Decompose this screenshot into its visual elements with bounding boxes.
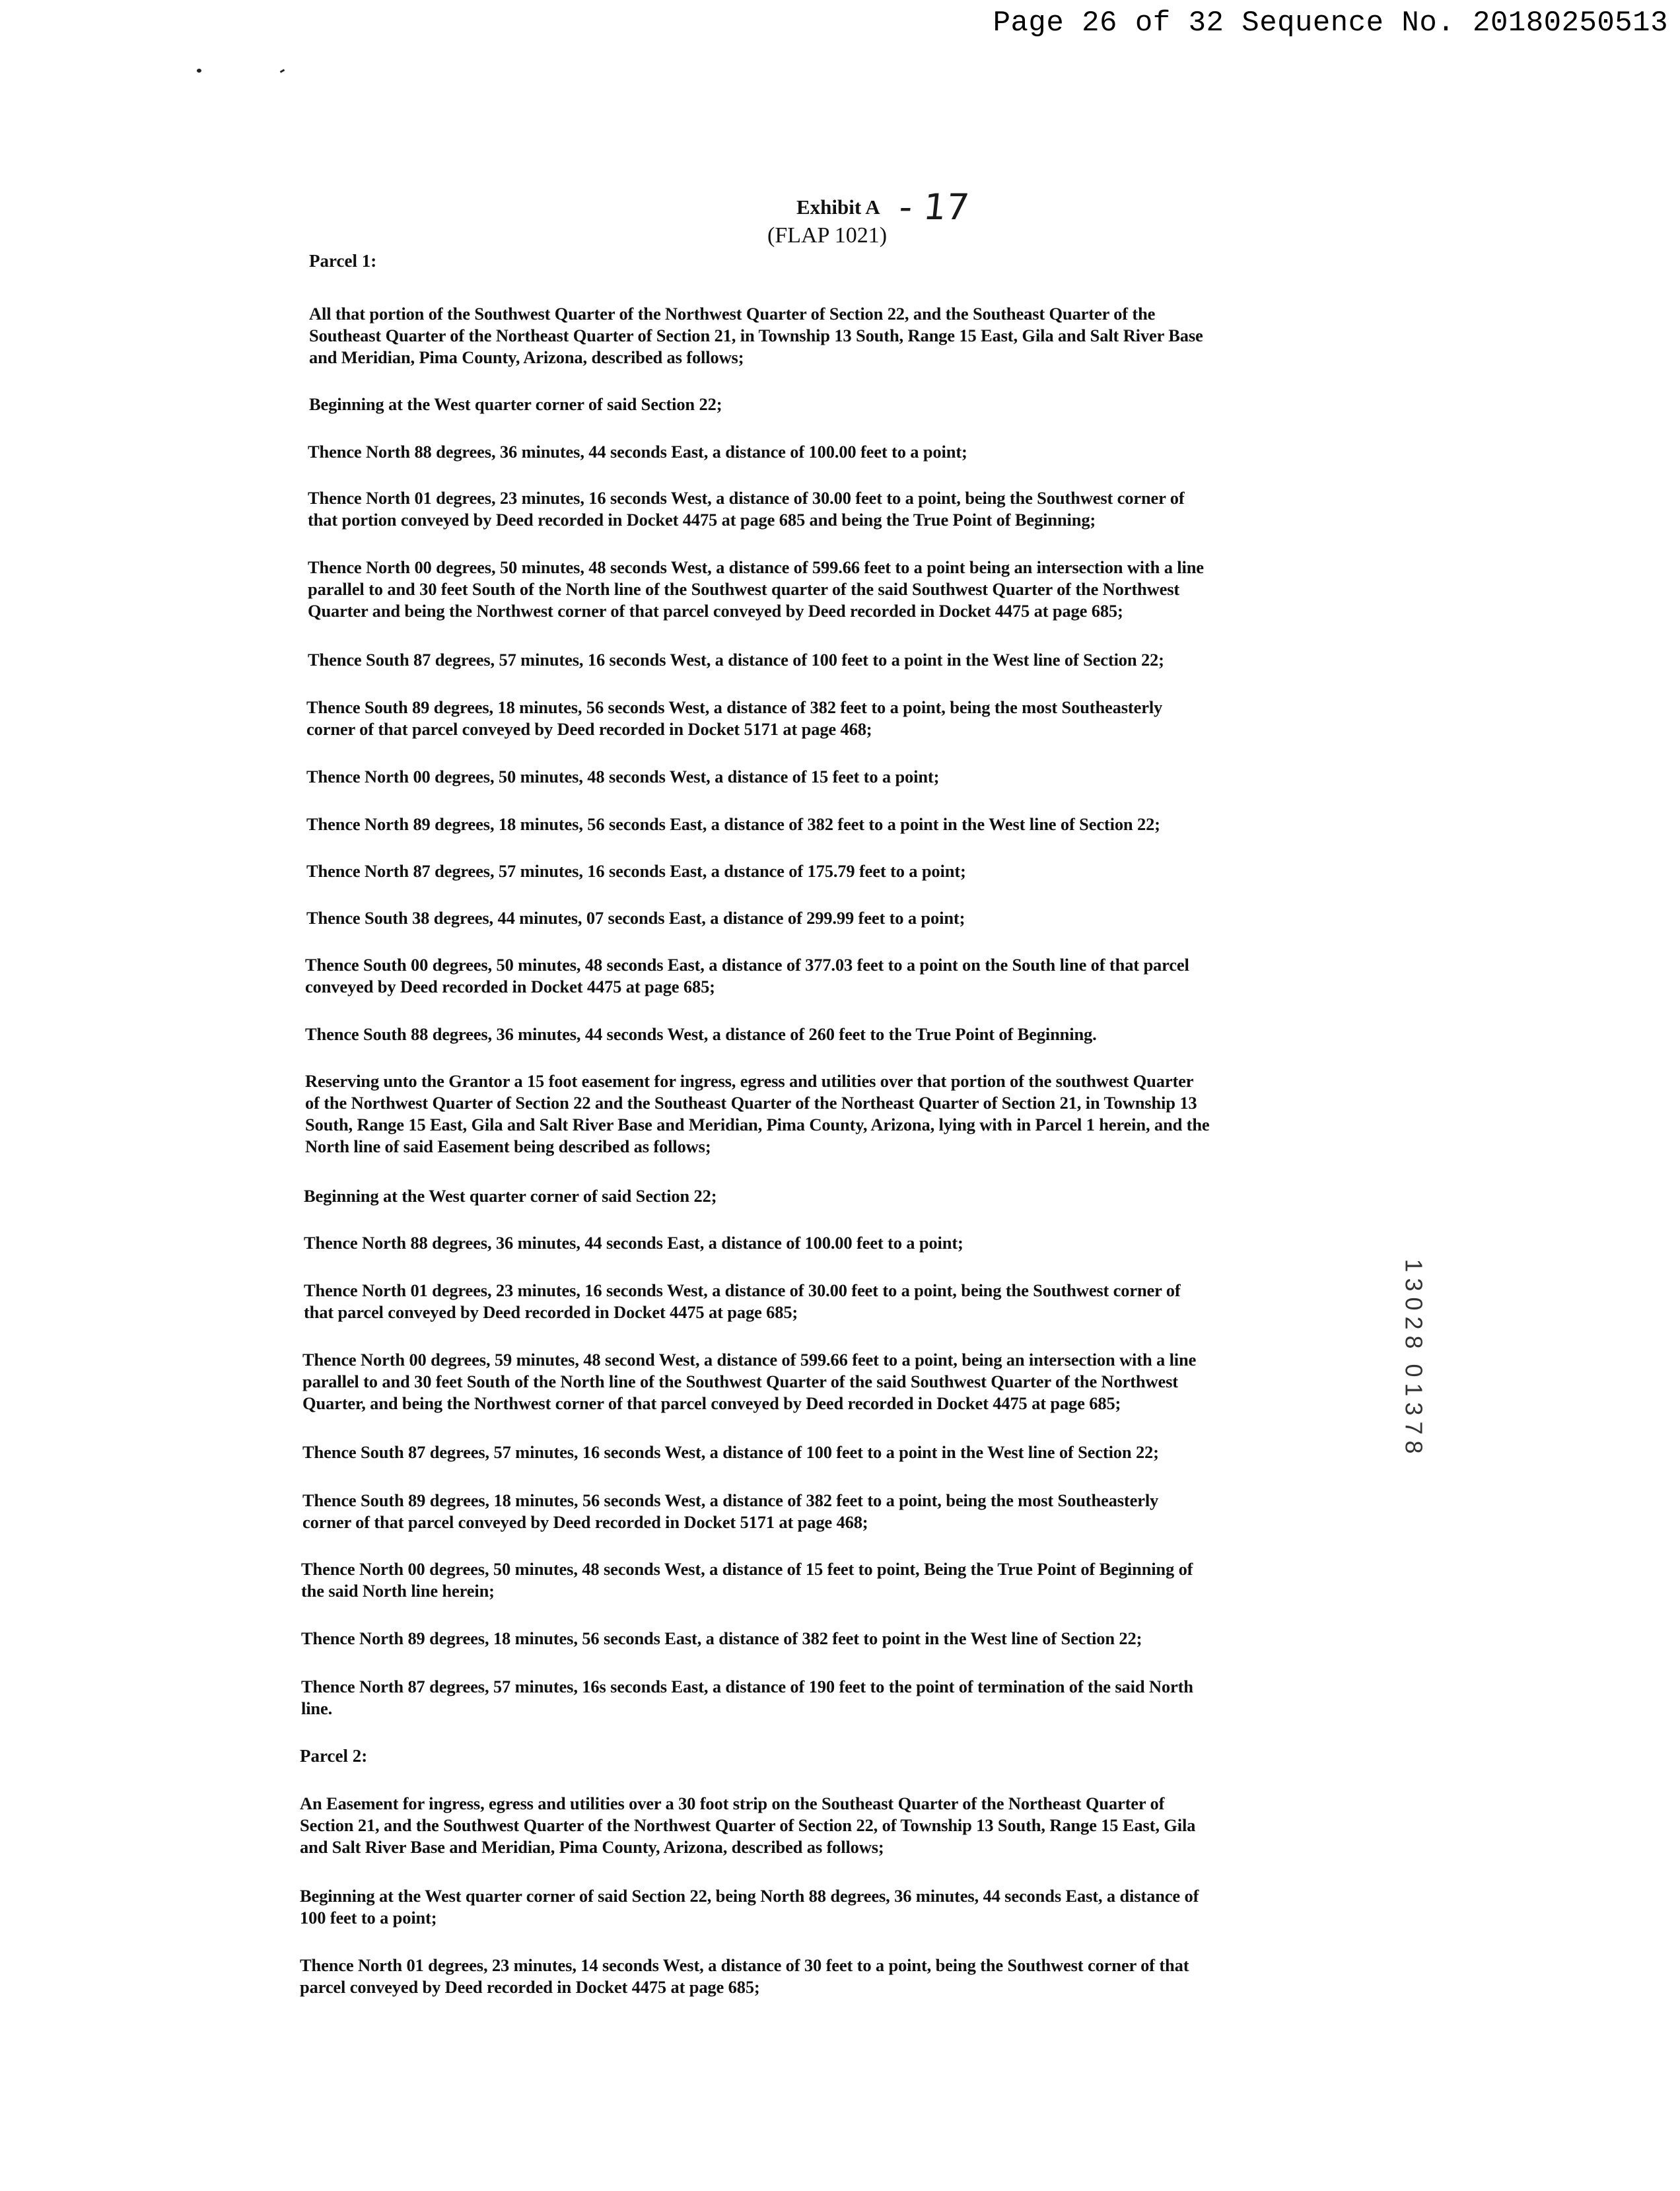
- stamp-character: 8: [1400, 1440, 1428, 1454]
- stamp-character: 3: [1400, 1278, 1428, 1292]
- legal-paragraph: [308, 649, 1164, 671]
- legal-paragraph: [306, 814, 1160, 835]
- paragraph-line: and Salt River Base and Meridian, Pima County, Arizona, described as follows;: [300, 1837, 884, 1857]
- paragraph-line: Beginning at the West quarter corner of said Section 22, being North 88 degrees, 36 minutes, 44 seconds East, a distance of: [300, 1886, 1199, 1906]
- paragraph-line: Beginning at the West quarter corner of said Section 22;: [304, 1186, 717, 1206]
- legal-paragraph: [301, 1676, 1193, 1720]
- legal-paragraph: [304, 1280, 1181, 1323]
- legal-paragraph: [304, 1185, 717, 1207]
- legal-paragraph: [300, 1955, 1189, 1998]
- paragraph-line: and Meridian, Pima County, Arizona, described as follows;: [309, 347, 744, 367]
- legal-paragraph: [308, 557, 1204, 622]
- legal-paragraph: [302, 1349, 1196, 1414]
- legal-paragraph: [306, 907, 965, 929]
- paragraph-line: Quarter, and being the Northwest corner of that parcel conveyed by Deed recorded in Docket 4475 at page 685;: [302, 1393, 1121, 1413]
- legal-paragraph: [305, 1024, 1097, 1045]
- paragraph-line: Thence South 87 degrees, 57 minutes, 16 seconds West, a distance of 100 feet to a point in the West line of Section 22;: [308, 650, 1164, 670]
- recording-stamp: [1399, 1256, 1429, 1457]
- paragraph-line: line.: [301, 1698, 333, 1718]
- parcel-2-heading: Parcel 2:: [300, 1746, 368, 1766]
- exhibit-subtitle: (FLAP 1021): [767, 223, 888, 248]
- paragraph-line: Thence South 00 degrees, 50 minutes, 48 seconds East, a distance of 377.03 feet to a point on the South line of that parcel: [305, 955, 1189, 975]
- paragraph-line: Reserving unto the Grantor a 15 foot easement for ingress, egress and utilities over that portion of the southwest Quarter: [305, 1071, 1194, 1091]
- parcel-1-heading: Parcel 1:: [309, 251, 377, 271]
- paragraph-line: North line of said Easement being described as follows;: [305, 1136, 711, 1156]
- paragraph-line: that parcel conveyed by Deed recorded in Docket 4475 at page 685;: [304, 1302, 798, 1322]
- legal-paragraph: [308, 441, 967, 463]
- paragraph-line: Quarter and being the Northwest corner of that parcel conveyed by Deed recorded in Docket 4475 at page 685;: [308, 601, 1123, 621]
- legal-paragraph: [301, 1628, 1142, 1650]
- paragraph-line: Southeast Quarter of the Northeast Quarter of Section 21, in Township 13 South, Range 15 East, Gila and Salt River Base: [309, 326, 1203, 345]
- legal-paragraph: [302, 1490, 1158, 1533]
- paragraph-line: Thence South 38 degrees, 44 minutes, 07 seconds East, a distance of 299.99 feet to a point;: [306, 908, 965, 928]
- paragraph-line: Thence North 88 degrees, 36 minutes, 44 seconds East, a distance of 100.00 feet to a point;: [308, 442, 967, 462]
- paragraph-line: of the Northwest Quarter of Section 22 and the Southeast Quarter of the Northeast Quarter of Section 21, in Township 13: [305, 1093, 1197, 1113]
- paragraph-line: Thence North 89 degrees, 18 minutes, 56 seconds East, a distance of 382 feet to point in the West line of Section 22;: [301, 1628, 1142, 1648]
- paragraph-line: Thence South 89 degrees, 18 minutes, 56 seconds West, a distance of 382 feet to a point, being the most Southeasterly: [306, 697, 1163, 717]
- paragraph-line: parallel to and 30 feet South of the North line of the Southwest Quarter of the said Southwest Quarter of the Northwest: [302, 1372, 1178, 1391]
- paragraph-line: Thence North 00 degrees, 59 minutes, 48 second West, a distance of 599.66 feet to a point, being an intersection with a line: [302, 1350, 1197, 1370]
- stamp-character: 8: [1400, 1335, 1428, 1349]
- paragraph-line: All that portion of the Southwest Quarter of the Northwest Quarter of Section 22, and the Southeast Quarter of the: [309, 304, 1156, 324]
- legal-paragraph: [300, 1793, 1195, 1858]
- paragraph-line: Thence North 01 degrees, 23 minutes, 16 seconds West, a distance of 30.00 feet to a point, being the Southwest corner of: [304, 1280, 1181, 1300]
- legal-paragraph: [306, 860, 966, 882]
- paragraph-line: parcel conveyed by Deed recorded in Docket 4475 at page 685;: [300, 1977, 760, 1997]
- paragraph-line: conveyed by Deed recorded in Docket 4475 at page 685;: [305, 977, 715, 996]
- stamp-character: 1: [1400, 1383, 1428, 1397]
- paragraph-line: that portion conveyed by Deed recorded in Docket 4475 at page 685 and being the True Point of Beginning;: [308, 510, 1096, 530]
- legal-paragraph: [308, 487, 1185, 531]
- stamp-character: 2: [1400, 1316, 1428, 1330]
- legal-paragraph: [306, 697, 1162, 740]
- paragraph-line: corner of that parcel conveyed by Deed recorded in Docket 5171 at page 468;: [306, 719, 872, 739]
- paragraph-line: corner of that parcel conveyed by Deed recorded in Docket 5171 at page 468;: [302, 1512, 868, 1532]
- stamp-character: 1: [1400, 1259, 1428, 1272]
- page-sequence-header: Page 26 of 32 Sequence No. 20180250513: [993, 7, 1668, 40]
- legal-paragraph: [305, 954, 1189, 998]
- paragraph-line: Thence North 01 degrees, 23 minutes, 16 seconds West, a distance of 30.00 feet to a point, being the Southwest corner of: [308, 488, 1185, 508]
- legal-paragraph: [306, 766, 939, 788]
- legal-paragraph: [309, 394, 722, 415]
- legal-paragraph: [304, 1232, 963, 1254]
- paragraph-line: Section 21, and the Southwest Quarter of the Northwest Quarter of Section 22, of Township 13 South, Range 15 East, Gila: [300, 1815, 1196, 1835]
- legal-paragraph: [309, 303, 1203, 368]
- paragraph-line: Thence North 01 degrees, 23 minutes, 14 seconds West, a distance of 30 feet to a point, being the Southwest corner of that: [300, 1955, 1189, 1975]
- paragraph-line: An Easement for ingress, egress and utilities over a 30 foot strip on the Southeast Quarter of the Northeast Quarter of: [300, 1793, 1165, 1813]
- paragraph-line: Thence North 00 degrees, 50 minutes, 48 seconds West, a distance of 15 feet to a point;: [306, 767, 940, 786]
- handwritten-exhibit-number: - 17: [897, 186, 971, 228]
- stamp-character: 0: [1400, 1364, 1428, 1377]
- paragraph-line: Thence North 89 degrees, 18 minutes, 56 seconds East, a distance of 382 feet to a point in the West line of Section 22;: [306, 814, 1160, 834]
- exhibit-title: Exhibit A: [796, 195, 880, 219]
- legal-paragraph: [305, 1070, 1210, 1158]
- stamp-character: 0: [1400, 1297, 1428, 1311]
- paragraph-line: Beginning at the West quarter corner of said Section 22;: [309, 394, 722, 414]
- paragraph-line: Thence North 88 degrees, 36 minutes, 44 seconds East, a distance of 100.00 feet to a point;: [304, 1233, 963, 1253]
- paragraph-line: the said North line herein;: [301, 1581, 495, 1601]
- paragraph-line: 100 feet to a point;: [300, 1908, 437, 1928]
- paragraph-line: Thence South 89 degrees, 18 minutes, 56 seconds West, a distance of 382 feet to a point, being the most Southeasterly: [302, 1490, 1159, 1510]
- paragraph-line: Thence South 88 degrees, 36 minutes, 44 seconds West, a distance of 260 feet to the True Point of Beginning.: [305, 1024, 1097, 1044]
- legal-paragraph: [301, 1558, 1193, 1602]
- paragraph-line: Thence North 87 degrees, 57 minutes, 16 seconds East, a dıstance of 175.79 feet to a point;: [306, 861, 966, 881]
- paragraph-line: South, Range 15 East, Gila and Salt River Base and Meridian, Pima County, Arizona, lying with in Parcel 1 herein, and the: [305, 1115, 1210, 1134]
- paragraph-line: Thence North 00 degrees, 50 minutes, 48 seconds West, a distance of 599.66 feet to a point being an intersection with a line: [308, 557, 1204, 577]
- paragraph-line: Thence North 87 degrees, 57 minutes, 16s seconds East, a distance of 190 feet to the point of termination of the said North: [301, 1677, 1193, 1696]
- scan-speck: [197, 69, 201, 73]
- scan-speck: [280, 69, 285, 73]
- paragraph-line: Thence North 00 degrees, 50 minutes, 48 seconds West, a distance of 15 feet to point, Being the True Point of Beginning of: [301, 1559, 1193, 1579]
- stamp-character: 7: [1400, 1421, 1428, 1435]
- legal-paragraph: [300, 1885, 1199, 1929]
- legal-paragraph: [302, 1442, 1159, 1463]
- stamp-character: 3: [1400, 1402, 1428, 1416]
- paragraph-line: Thence South 87 degrees, 57 minutes, 16 seconds West, a distance of 100 feet to a point in the West line of Section 22;: [302, 1442, 1159, 1462]
- paragraph-line: parallel to and 30 feet South of the North line of the Southwest quarter of the said Southwest Quarter of the Northwest: [308, 579, 1180, 599]
